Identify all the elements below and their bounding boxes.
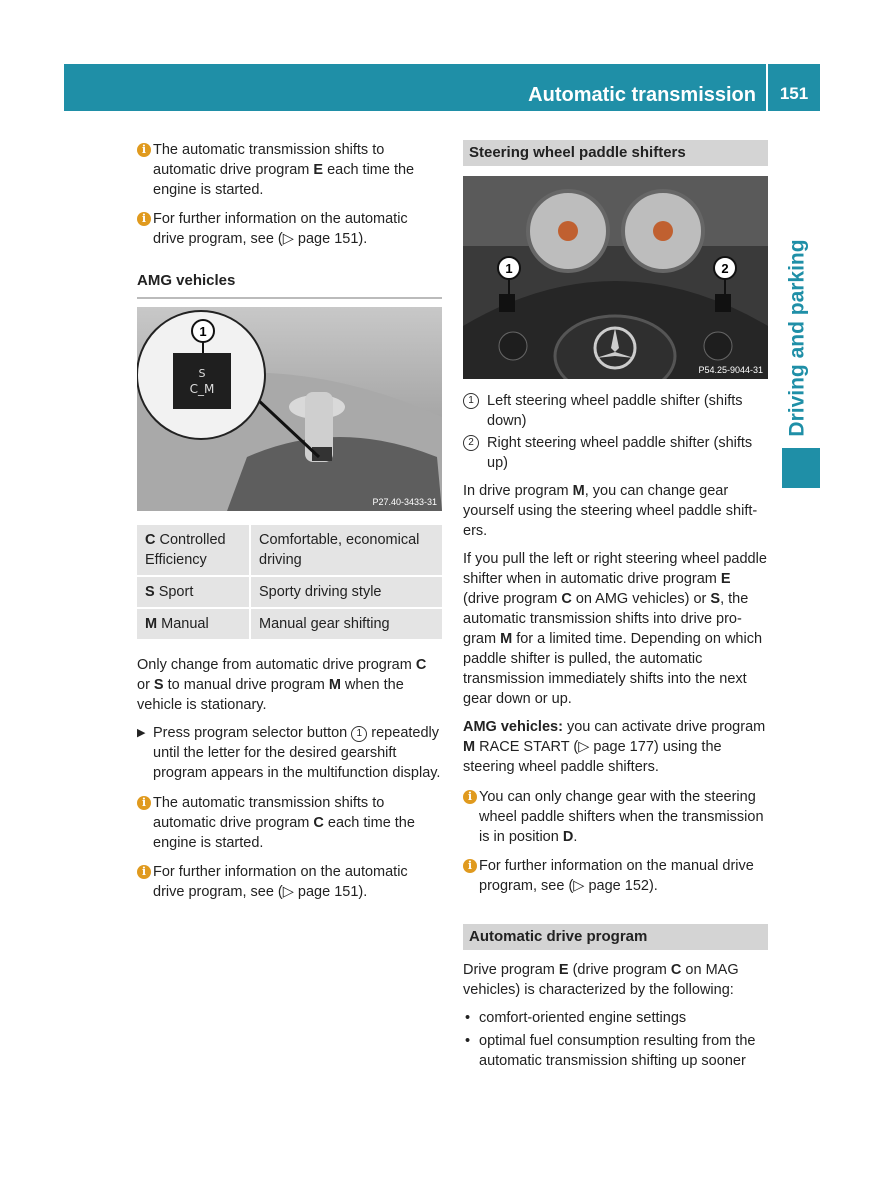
side-tab <box>776 236 820 440</box>
instruction-step: ▶ Press program selector button 1 repeatedly until the letter for the desired gearshift program appears in the multifunction display. <box>137 725 441 781</box>
selector-illustration <box>137 307 442 511</box>
info-note: i For further information on the automatic drive program, see (▷ page 151). <box>137 862 442 902</box>
page-section-title: Automatic transmission <box>528 84 756 106</box>
right-column <box>463 140 768 1074</box>
drive-program-table <box>137 523 442 641</box>
info-note: i For further information on the manual drive program, see (▷ page 152). <box>463 856 768 896</box>
side-tab-marker <box>782 448 820 488</box>
section-heading-automatic-drive-program: Automatic drive program <box>463 924 768 950</box>
info-icon: i <box>137 865 151 879</box>
selector-label: C_M <box>189 382 215 396</box>
section-heading-paddle-shifters: Steering wheel paddle shifters <box>463 140 768 166</box>
info-icon: i <box>137 796 151 810</box>
selector-label-top: S <box>198 367 206 380</box>
callout-number: 1 <box>351 726 367 742</box>
steering-wheel-illustration <box>463 176 768 379</box>
info-icon: i <box>137 212 151 226</box>
list-item: • optimal fuel consumption resulting from the automatic transmission shifting up sooner <box>465 1033 756 1069</box>
side-tab-label: Driving and parking <box>786 239 810 437</box>
info-icon: i <box>463 859 477 873</box>
table-row: M Manual Manual gear shifting <box>137 609 442 639</box>
photo-marker-2: 2 <box>721 261 729 276</box>
photo-marker-1: 1 <box>505 261 513 276</box>
callout-number: 2 <box>463 435 479 451</box>
paragraph: Drive program E (drive program C on MAG vehicles) is characterized by the following: <box>463 962 739 998</box>
callout-number: 1 <box>463 393 479 409</box>
left-column <box>137 140 442 911</box>
steering-wheel-photo <box>463 176 768 379</box>
triangle-right-icon: ▶ <box>137 727 146 739</box>
info-icon: i <box>463 790 477 804</box>
table-row: S Sport Sporty driving style <box>137 577 442 607</box>
paragraph: In drive program M, you can change gear yourself using the steering wheel paddle shifters. <box>463 483 758 539</box>
paragraph: If you pull the left or right steering wheel paddle shifter when in automatic drive program E (drive program C on AMG vehicles) or S, the automatic transmission shifts into drive program M for a limited time. Depending on which paddle shifter is pulled, the automatic transmission immediately shifts into the next gear down or up. <box>463 551 767 707</box>
paragraph: AMG vehicles: you can activate drive program M RACE START (▷ page 177) using the steering wheel paddle shifters. <box>463 719 766 775</box>
info-note: i The automatic transmission shifts to automatic drive program C each time the engine is started. <box>137 793 442 853</box>
info-note: i You can only change gear with the steering wheel paddle shifters when the transmission is in position D. <box>463 787 768 847</box>
table-row: C Controlled Efficiency Comfortable, economical driving <box>137 525 442 575</box>
bullet-icon: • <box>465 1010 471 1026</box>
legend-item: 1 Left steering wheel paddle shifter (shifts down) <box>463 391 768 431</box>
info-icon: i <box>137 143 151 157</box>
info-note: i The automatic transmission shifts to automatic drive program E each time the engine is started. <box>137 140 442 200</box>
page-number: 151 <box>779 84 809 103</box>
paragraph: Only change from automatic drive program C or S to manual drive program M when the vehicle is stationary. <box>137 657 427 713</box>
photo-marker: 1 <box>199 324 207 339</box>
photo-code: P54.25-9044-31 <box>698 365 763 375</box>
amg-selector-photo <box>137 307 442 511</box>
header-bar <box>64 64 820 111</box>
bullet-icon: • <box>465 1033 471 1049</box>
list-item: • comfort-oriented engine settings <box>465 1010 687 1026</box>
legend-item: 2 Right steering wheel paddle shifter (shifts up) <box>463 433 768 473</box>
photo-code: P27.40-3433-31 <box>372 497 437 507</box>
info-note: i For further information on the automatic drive program, see (▷ page 151). <box>137 209 442 249</box>
amg-vehicles-heading: AMG vehicles <box>137 271 442 299</box>
